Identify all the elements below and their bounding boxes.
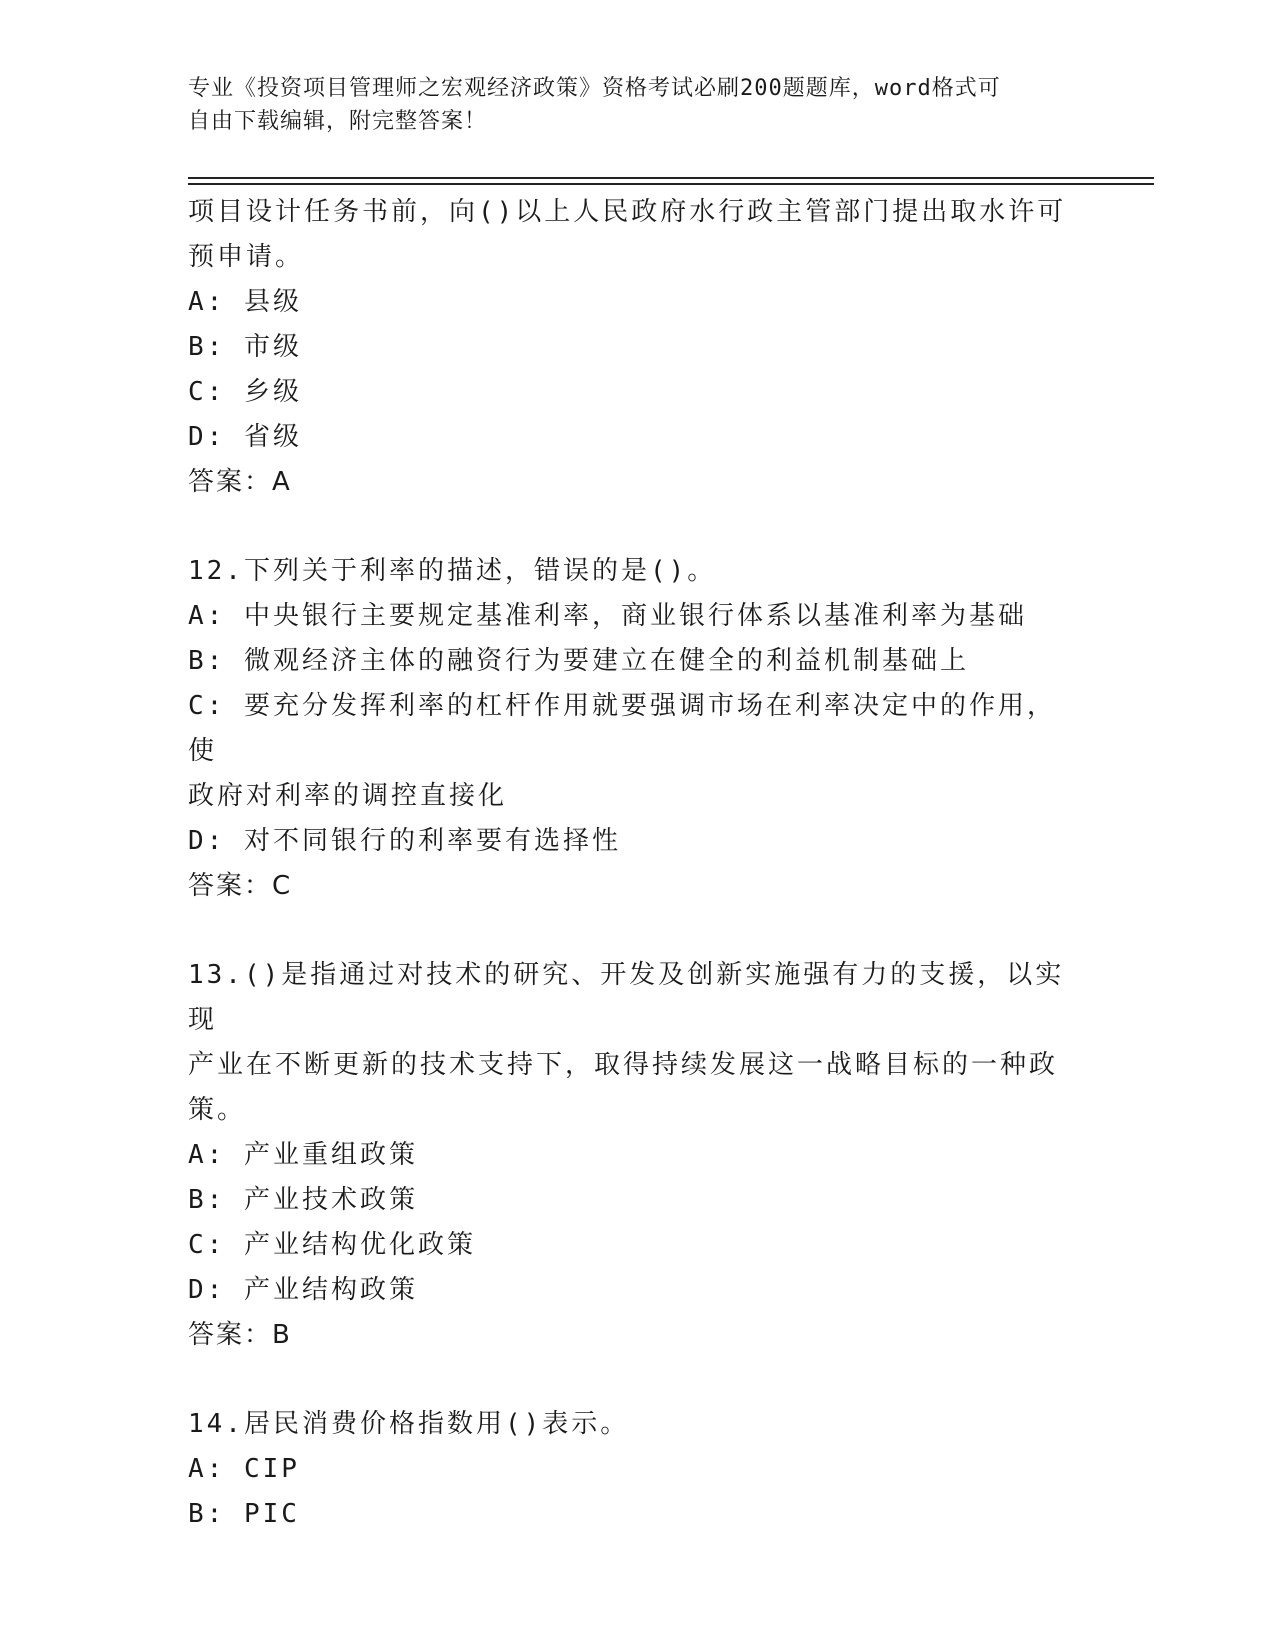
question-stem: 13.()是指通过对技术的研究、开发及创新实施强有力的支援，以实现 [188, 960, 1065, 1035]
option-c: C: 产业结构优化政策 [188, 1230, 476, 1260]
question-11 [188, 190, 1078, 505]
question-list [188, 190, 1078, 1537]
header-title-line-2: 自由下载编辑，附完整答案！ [188, 109, 488, 134]
question-12 [188, 549, 1078, 909]
option-d: D: 产业结构政策 [188, 1275, 418, 1305]
header-title-line-1: 专业《投资项目管理师之宏观经济政策》资格考试必刷200题题库，word格式可 [188, 76, 1001, 101]
document-header [188, 72, 1078, 138]
question-stem: 项目设计任务书前，向()以上人民政府水行政主管部门提出取水许可 [188, 197, 1067, 227]
option-b: B: 产业技术政策 [188, 1185, 418, 1215]
question-stem-continued: 预申请。 [188, 242, 305, 272]
header-divider-bottom [188, 183, 1154, 185]
option-c: C: 要充分发挥利率的杠杆作用就要强调市场在利率决定中的作用，使 [188, 691, 1056, 766]
question-stem: 12.下列关于利率的描述，错误的是()。 [188, 556, 717, 586]
option-a: A: 中央银行主要规定基准利率，商业银行体系以基准利率为基础 [188, 601, 1027, 631]
option-a: A: CIP [188, 1454, 300, 1484]
option-b: B: 市级 [188, 332, 302, 362]
header-divider-top [188, 177, 1154, 179]
option-b: B: PIC [188, 1499, 300, 1529]
option-c: C: 乡级 [188, 377, 302, 407]
answer-line: 答案：B [188, 1320, 292, 1350]
question-14 [188, 1402, 1078, 1537]
option-a: A: 产业重组政策 [188, 1140, 418, 1170]
question-stem-continued: 策。 [188, 1095, 247, 1125]
answer-line: 答案：C [188, 871, 293, 901]
option-c-continued: 政府对利率的调控直接化 [188, 781, 508, 811]
option-a: A: 县级 [188, 287, 302, 317]
option-d: D: 对不同银行的利率要有选择性 [188, 826, 621, 856]
option-b: B: 微观经济主体的融资行为要建立在健全的利益机制基础上 [188, 646, 969, 676]
option-d: D: 省级 [188, 422, 302, 452]
question-stem: 14.居民消费价格指数用()表示。 [188, 1409, 630, 1439]
answer-line: 答案：A [188, 467, 292, 497]
question-stem-continued: 产业在不断更新的技术支持下，取得持续发展这一战略目标的一种政 [188, 1050, 1059, 1080]
question-13 [188, 953, 1078, 1358]
